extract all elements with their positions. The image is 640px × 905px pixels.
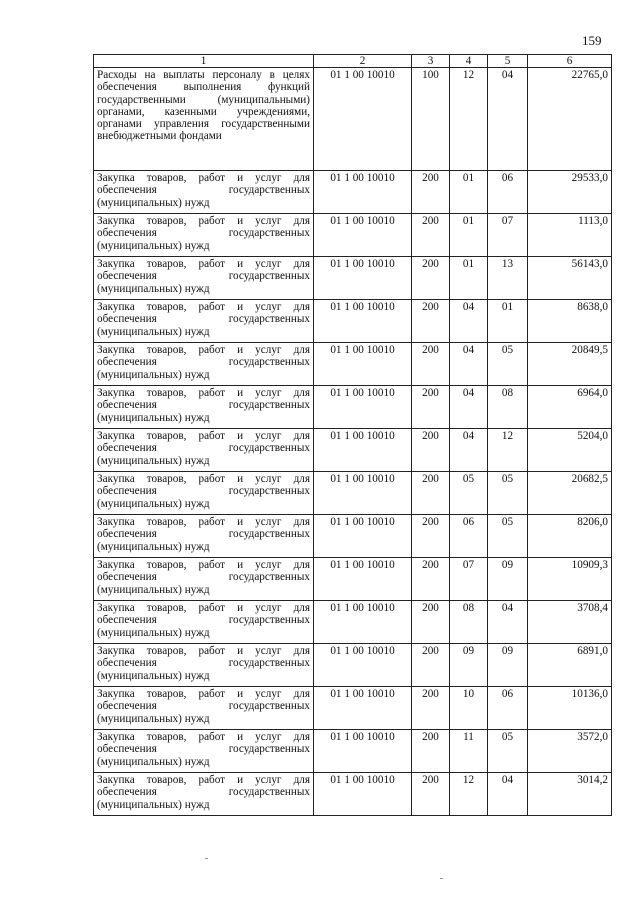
column-header-3: 3 — [412, 55, 450, 68]
description-cell: Закупка товаров, работ и услуг для обеспечения государственных (муниципальных) нужд — [94, 386, 314, 429]
description-cell: Закупка товаров, работ и услуг для обеспечения государственных (муниципальных) нужд — [94, 730, 314, 773]
section-cell: 09 — [450, 644, 488, 687]
target-article-cell: 01 1 00 10010 — [314, 171, 412, 214]
amount-cell: 3014,2 — [528, 773, 612, 816]
subsection-cell: 05 — [488, 730, 528, 773]
subsection-cell: 07 — [488, 214, 528, 257]
column-header-6: 6 — [528, 55, 612, 68]
table-row — [94, 386, 612, 429]
scan-marks — [0, 850, 640, 890]
section-cell: 11 — [450, 730, 488, 773]
amount-cell: 6964,0 — [528, 386, 612, 429]
target-article-cell: 01 1 00 10010 — [314, 300, 412, 343]
description-cell: Закупка товаров, работ и услуг для обеспечения государственных (муниципальных) нужд — [94, 300, 314, 343]
table-row — [94, 773, 612, 816]
subsection-cell: 13 — [488, 257, 528, 300]
column-header-1: 1 — [94, 55, 314, 68]
target-article-cell: 01 1 00 10010 — [314, 730, 412, 773]
section-cell: 06 — [450, 515, 488, 558]
target-article-cell: 01 1 00 10010 — [314, 68, 412, 171]
section-cell: 04 — [450, 300, 488, 343]
subsection-cell: 08 — [488, 386, 528, 429]
description-cell: Закупка товаров, работ и услуг для обеспечения государственных (муниципальных) нужд — [94, 515, 314, 558]
target-article-cell: 01 1 00 10010 — [314, 386, 412, 429]
amount-cell: 10136,0 — [528, 687, 612, 730]
expense-type-cell: 200 — [412, 429, 450, 472]
table-row — [94, 472, 612, 515]
target-article-cell: 01 1 00 10010 — [314, 214, 412, 257]
table-row — [94, 687, 612, 730]
amount-cell: 8638,0 — [528, 300, 612, 343]
expense-type-cell: 200 — [412, 214, 450, 257]
subsection-cell: 09 — [488, 644, 528, 687]
target-article-cell: 01 1 00 10010 — [314, 515, 412, 558]
expense-type-cell: 200 — [412, 644, 450, 687]
description-cell: Закупка товаров, работ и услуг для обеспечения государственных (муниципальных) нужд — [94, 773, 314, 816]
table-row — [94, 171, 612, 214]
description-cell: Закупка товаров, работ и услуг для обеспечения государственных (муниципальных) нужд — [94, 171, 314, 214]
table-row — [94, 343, 612, 386]
page-number: 159 — [582, 33, 602, 48]
amount-cell: 10909,3 — [528, 558, 612, 601]
expense-type-cell: 200 — [412, 558, 450, 601]
expense-type-cell: 200 — [412, 601, 450, 644]
amount-cell: 5204,0 — [528, 429, 612, 472]
column-header-5: 5 — [488, 55, 528, 68]
subsection-cell: 05 — [488, 472, 528, 515]
target-article-cell: 01 1 00 10010 — [314, 558, 412, 601]
section-cell: 04 — [450, 429, 488, 472]
section-cell: 04 — [450, 386, 488, 429]
description-cell: Закупка товаров, работ и услуг для обеспечения государственных (муниципальных) нужд — [94, 558, 314, 601]
expense-type-cell: 200 — [412, 515, 450, 558]
description-cell: Закупка товаров, работ и услуг для обеспечения государственных (муниципальных) нужд — [94, 214, 314, 257]
description-cell: Расходы на выплаты персоналу в целях обеспечения выполнения функций государственными (муниципальными) органами, казенными учреждениями, органами управления государственными внебюджетными фондами — [94, 68, 314, 171]
subsection-cell: 09 — [488, 558, 528, 601]
section-cell: 12 — [450, 68, 488, 171]
subsection-cell: 04 — [488, 773, 528, 816]
section-cell: 05 — [450, 472, 488, 515]
table-row — [94, 429, 612, 472]
amount-cell: 20849,5 — [528, 343, 612, 386]
column-header-4: 4 — [450, 55, 488, 68]
target-article-cell: 01 1 00 10010 — [314, 687, 412, 730]
target-article-cell: 01 1 00 10010 — [314, 257, 412, 300]
section-cell: 08 — [450, 601, 488, 644]
section-cell: 12 — [450, 773, 488, 816]
target-article-cell: 01 1 00 10010 — [314, 601, 412, 644]
expense-type-cell: 200 — [412, 472, 450, 515]
table-row — [94, 257, 612, 300]
target-article-cell: 01 1 00 10010 — [314, 773, 412, 816]
amount-cell: 3572,0 — [528, 730, 612, 773]
description-cell: Закупка товаров, работ и услуг для обеспечения государственных (муниципальных) нужд — [94, 687, 314, 730]
expense-type-cell: 200 — [412, 343, 450, 386]
scan-mark — [205, 858, 208, 859]
subsection-cell: 12 — [488, 429, 528, 472]
table-row — [94, 68, 612, 171]
section-cell: 10 — [450, 687, 488, 730]
amount-cell: 56143,0 — [528, 257, 612, 300]
description-cell: Закупка товаров, работ и услуг для обеспечения государственных (муниципальных) нужд — [94, 343, 314, 386]
amount-cell: 8206,0 — [528, 515, 612, 558]
budget-table — [93, 54, 612, 816]
subsection-cell: 06 — [488, 171, 528, 214]
subsection-cell: 05 — [488, 515, 528, 558]
subsection-cell: 04 — [488, 601, 528, 644]
column-header-2: 2 — [314, 55, 412, 68]
target-article-cell: 01 1 00 10010 — [314, 429, 412, 472]
amount-cell: 1113,0 — [528, 214, 612, 257]
amount-cell: 6891,0 — [528, 644, 612, 687]
expense-type-cell: 200 — [412, 386, 450, 429]
table-row — [94, 558, 612, 601]
target-article-cell: 01 1 00 10010 — [314, 343, 412, 386]
expense-type-cell: 200 — [412, 300, 450, 343]
section-cell: 01 — [450, 257, 488, 300]
header-row — [94, 55, 612, 68]
table-row — [94, 214, 612, 257]
table-row — [94, 601, 612, 644]
expense-type-cell: 200 — [412, 171, 450, 214]
description-cell: Закупка товаров, работ и услуг для обеспечения государственных (муниципальных) нужд — [94, 429, 314, 472]
subsection-cell: 01 — [488, 300, 528, 343]
subsection-cell: 05 — [488, 343, 528, 386]
description-cell: Закупка товаров, работ и услуг для обеспечения государственных (муниципальных) нужд — [94, 644, 314, 687]
section-cell: 01 — [450, 214, 488, 257]
table-row — [94, 300, 612, 343]
amount-cell: 29533,0 — [528, 171, 612, 214]
table-row — [94, 515, 612, 558]
section-cell: 07 — [450, 558, 488, 601]
amount-cell: 22765,0 — [528, 68, 612, 171]
subsection-cell: 06 — [488, 687, 528, 730]
table-row — [94, 644, 612, 687]
expense-type-cell: 100 — [412, 68, 450, 171]
expense-type-cell: 200 — [412, 257, 450, 300]
table-row — [94, 730, 612, 773]
description-cell: Закупка товаров, работ и услуг для обеспечения государственных (муниципальных) нужд — [94, 257, 314, 300]
subsection-cell: 04 — [488, 68, 528, 171]
expense-type-cell: 200 — [412, 687, 450, 730]
scan-mark — [440, 878, 443, 879]
section-cell: 04 — [450, 343, 488, 386]
table-header — [94, 55, 612, 68]
target-article-cell: 01 1 00 10010 — [314, 644, 412, 687]
amount-cell: 3708,4 — [528, 601, 612, 644]
amount-cell: 20682,5 — [528, 472, 612, 515]
description-cell: Закупка товаров, работ и услуг для обеспечения государственных (муниципальных) нужд — [94, 601, 314, 644]
target-article-cell: 01 1 00 10010 — [314, 472, 412, 515]
section-cell: 01 — [450, 171, 488, 214]
expense-type-cell: 200 — [412, 773, 450, 816]
table-body — [94, 68, 612, 816]
expense-type-cell: 200 — [412, 730, 450, 773]
description-cell: Закупка товаров, работ и услуг для обеспечения государственных (муниципальных) нужд — [94, 472, 314, 515]
